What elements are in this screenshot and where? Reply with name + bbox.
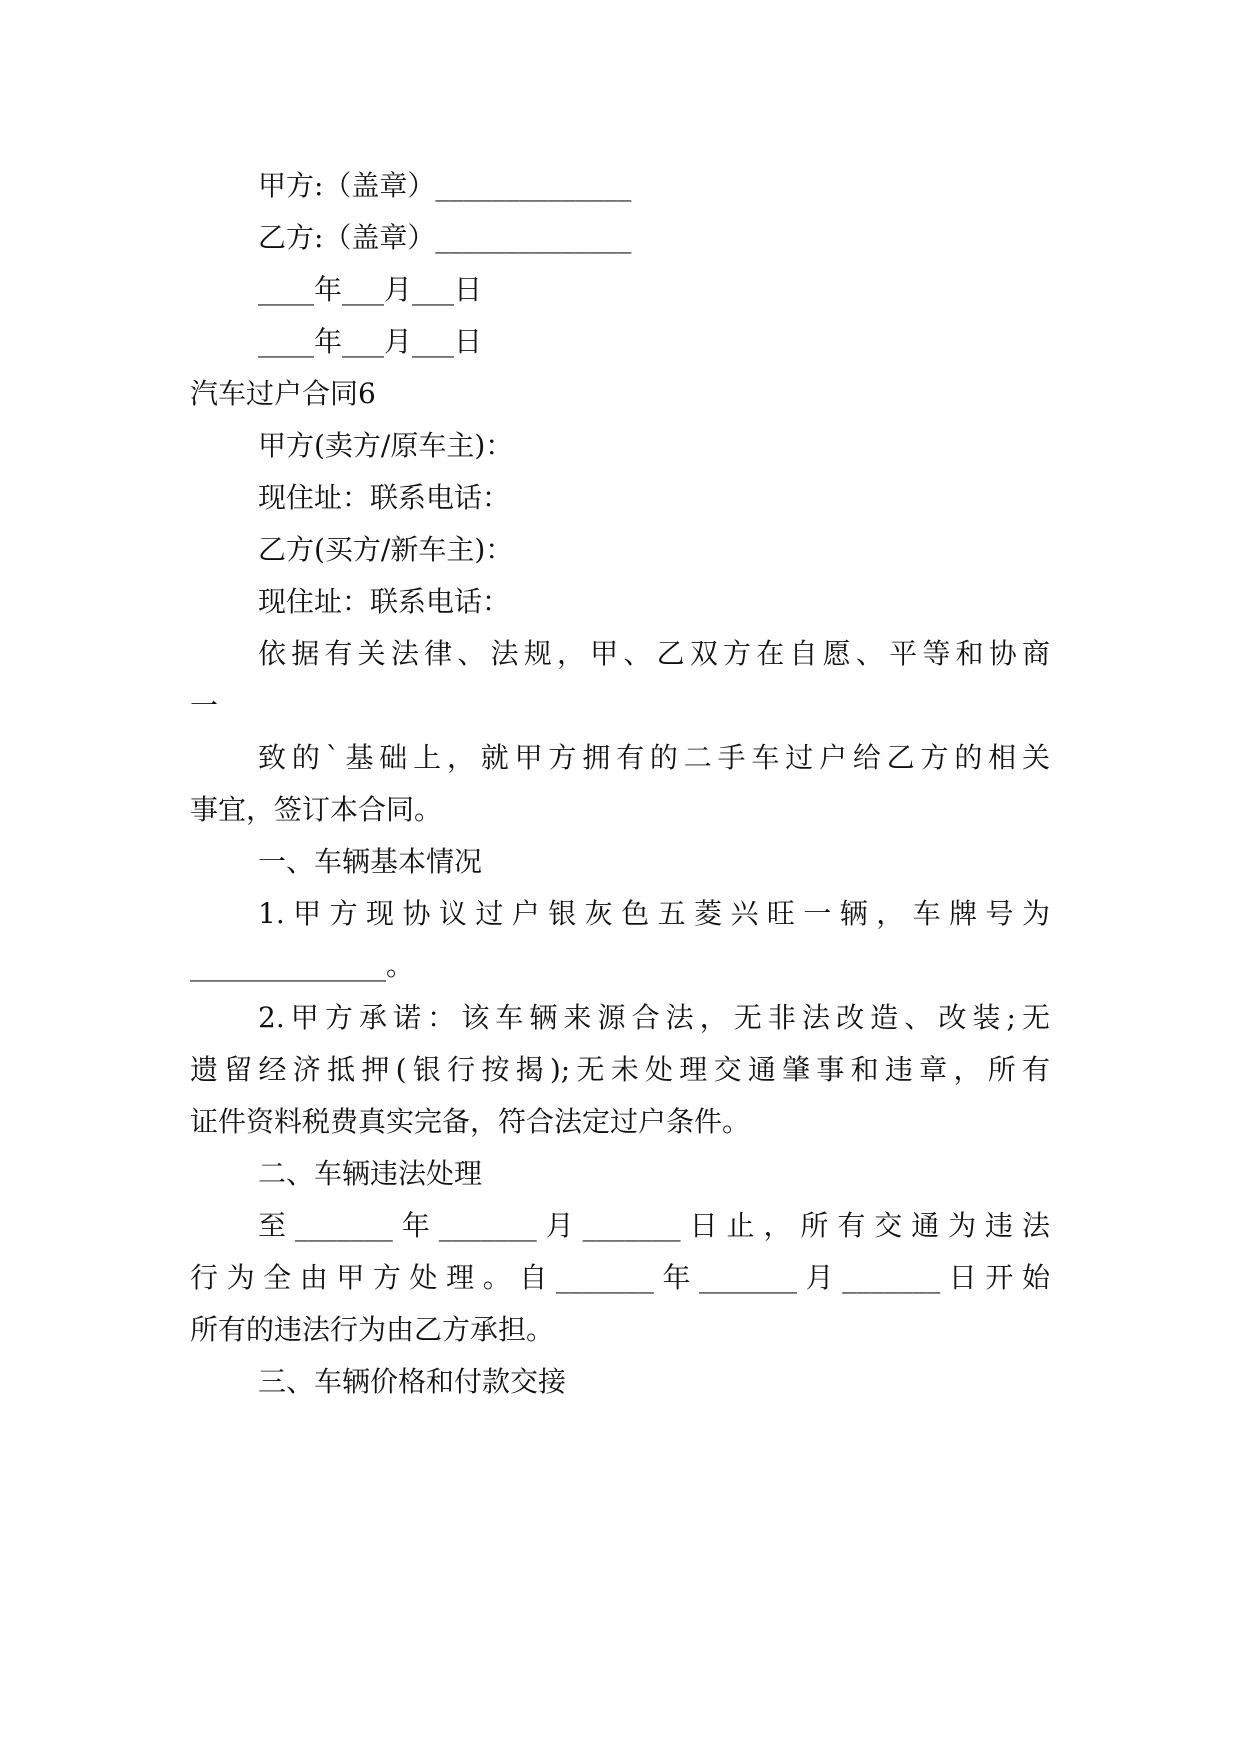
- clause-2-line-1: 至_______年_______月_______日止，所有交通为违法: [258, 1209, 1050, 1242]
- section-3-heading: 三、车辆价格和付款交接: [258, 1365, 567, 1398]
- preamble-line-3: 致的`基础上，就甲方拥有的二手车过户给乙方的相关: [258, 741, 1050, 774]
- clause-1-2-line-1: 2.甲方承诺：该车辆来源合法，无非法改造、改装;无: [258, 1001, 1050, 1034]
- contract-title: 汽车过户合同6: [190, 377, 376, 410]
- clause-1-2-line-2: 遗留经济抵押(银行按揭);无未处理交通肇事和违章，所有: [190, 1053, 1050, 1086]
- party-b-seal-line: 乙方:（盖章）______________: [258, 221, 632, 254]
- date-line-2: ____年___月___日: [258, 325, 483, 358]
- party-a-seal-line: 甲方:（盖章）______________: [258, 169, 632, 202]
- clause-1-2-line-3: 证件资料税费真实完备，符合法定过户条件。: [190, 1105, 751, 1138]
- preamble-line-4: 事宜，签订本合同。: [190, 793, 443, 826]
- clause-1-1-line-2: ______________。: [190, 949, 415, 982]
- party-a-address: 现住址：联系电话：: [258, 481, 511, 514]
- date-line-1: ____年___月___日: [258, 273, 483, 306]
- party-a-label: 甲方(卖方/原车主)：: [258, 429, 514, 462]
- preamble-line-2: 一: [190, 689, 219, 722]
- section-1-heading: 一、车辆基本情况: [258, 845, 483, 878]
- section-2-heading: 二、车辆违法处理: [258, 1157, 483, 1190]
- clause-1-1-line-1: 1.甲方现协议过户银灰色五菱兴旺一辆，车牌号为: [258, 897, 1050, 930]
- preamble-line-1: 依据有关法律、法规，甲、乙双方在自愿、平等和协商: [258, 637, 1050, 670]
- party-b-address: 现住址：联系电话：: [258, 585, 511, 618]
- party-b-label: 乙方(买方/新车主)：: [258, 533, 514, 566]
- clause-2-line-3: 所有的违法行为由乙方承担。: [190, 1313, 555, 1346]
- clause-2-line-2: 行为全由甲方处理。自_______年_______月_______日开始: [190, 1261, 1050, 1294]
